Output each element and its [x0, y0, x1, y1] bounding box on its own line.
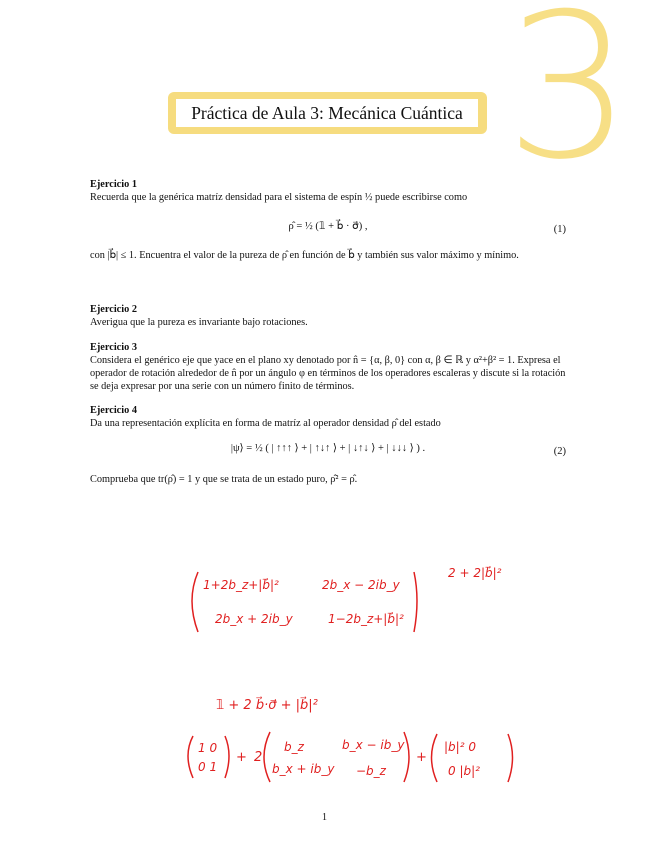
exercise-3-title: Ejercicio 3: [90, 342, 137, 353]
hand-matrix-r1c1: 1+2b_z+|b⃗|²: [203, 578, 279, 592]
equation-2-number: (2): [553, 446, 566, 457]
equation-2-body: |ψ⟩ = ½ ( | ↑↑↑ ⟩ + | ↑↓↑ ⟩ + | ↓↑↓ ⟩ + | ↓↓↓ ⟩ ) .: [230, 443, 426, 454]
hand-identity-line: 𝟙 + 2 b⃗·σ⃗ + |b⃗|²: [216, 698, 318, 713]
hand-pauli-r1c2: b_x − ib_y: [342, 738, 405, 752]
exercise-4-followup: Comprueba que tr(ρ̂) = 1 y que se trata de un estado puro, ρ̂² = ρ̂.: [90, 474, 358, 485]
hand-norm-matrix-r2: 0 |b|²: [448, 764, 480, 778]
hand-matrix-r1c2: 2b_x − 2ib_y: [322, 578, 400, 592]
equation-1-body: ρ̂ = ½ (𝟙 + b⃗ · σ⃗) ,: [288, 221, 368, 232]
hand-norm-matrix-r1: |b|² 0: [444, 740, 476, 754]
hand-factor-two: 2: [254, 750, 263, 765]
exercise-4-title: Ejercicio 4: [90, 405, 137, 416]
hand-pauli-r1c1: b_z: [284, 740, 304, 754]
hand-plus-1: +: [236, 750, 247, 765]
exercise-4-text: Da una representación explícita en forma de matríz al operador densidad ρ̂ del estado: [90, 418, 441, 429]
decorative-big-number: 3: [505, 0, 633, 204]
handwritten-paren-1-right: [225, 736, 229, 778]
hand-pauli-r2c2: −b_z: [356, 764, 386, 778]
hand-plus-2: +: [416, 750, 427, 765]
hand-identity-matrix-r2: 0 1: [198, 760, 218, 774]
exercise-2-text: Averigua que la pureza es invariante bajo rotaciones.: [90, 317, 308, 328]
handwritten-right-bracket: [414, 572, 417, 632]
handwritten-paren-3-right: [508, 734, 513, 782]
handwritten-paren-3-left: [432, 734, 438, 782]
hand-identity-matrix-r1: 1 0: [198, 741, 218, 755]
handwritten-paren-1-left: [188, 736, 193, 778]
handwritten-left-bracket: [192, 572, 198, 632]
hand-matrix-r2c2: 1−2b_z+|b⃗|²: [328, 612, 404, 626]
page-title: Práctica de Aula 3: Mecánica Cuántica: [176, 99, 478, 127]
exercise-1-followup: con |b⃗| ≤ 1. Encuentra el valor de la pureza de ρ̂ en función de b⃗ y también sus valor máximo y mínimo.: [90, 250, 519, 261]
page-number: 1: [322, 812, 327, 823]
handwritten-paren-2-left: [264, 732, 270, 782]
exercise-1-title: Ejercicio 1: [90, 179, 137, 190]
handwritten-paren-2-right: [404, 732, 409, 782]
exercise-1-text: Recuerda que la genérica matríz densidad para el sistema de espín ½ puede escribirse como: [90, 192, 468, 203]
exercise-3-text: Considera el genérico eje que yace en el plano xy denotado por n̂ = {α, β, 0} con α, β ∈ ℝ y α²+β² = 1. Expresa el operador de rotación alrededor de n̂ por un ángulo φ en términos de los operadores escaleras y discute si la rotación se deja expresar por una serie con un número finito de términos.: [90, 355, 566, 392]
hand-side-note: 2 + 2|b⃗|²: [448, 566, 502, 580]
hand-pauli-r2c1: b_x + ib_y: [272, 762, 335, 776]
exercise-2-title: Ejercicio 2: [90, 304, 137, 315]
hand-matrix-r2c1: 2b_x + 2ib_y: [215, 612, 293, 626]
equation-1-number: (1): [553, 224, 566, 235]
